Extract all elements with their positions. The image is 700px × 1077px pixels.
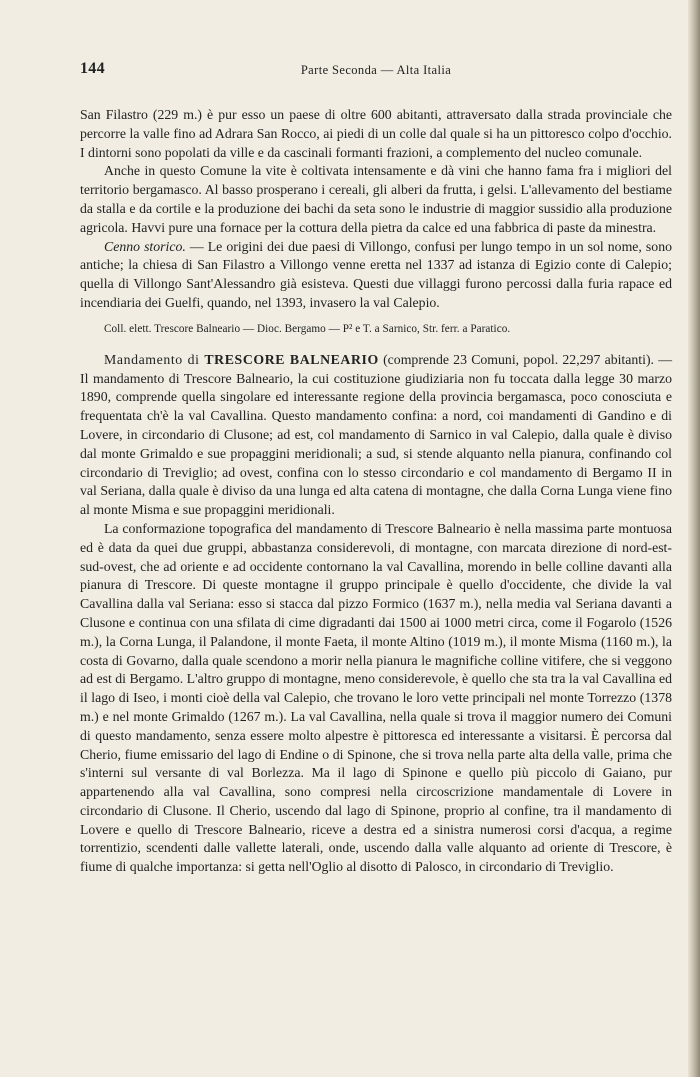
body-text [80, 106, 672, 877]
cenno-storico-text: — Le origini dei due paesi di Villongo, confusi per lungo tempo in un sol nome, sono antiche; la chiesa di San Filastro a Villongo venne eretta nel 1337 ad istanza di Egizio conte di Calepio; quella di Villongo Sant'Alessandro già esisteva. Questi due villaggi furono percossi dalla furia rapace ed incendiaria dei Guelfi, quando, nel 1393, invasero la val Calepio. [80, 238, 672, 310]
electoral-info-line: Coll. elett. Trescore Balneario — Dioc. Bergamo — P² e T. a Sarnico, Str. ferr. a Paratico. [104, 322, 511, 335]
mandamento-name: TRESCORE BALNEARIO [204, 351, 379, 367]
paragraph-san-filastro: San Filastro (229 m.) è pur esso un paese di oltre 600 abitanti, attraversato dalla strada provinciale che percorre la valle fino ad Adrara San Rocco, ai piedi di un colle dal quale si ha un pittoresco colpo d'occhio. I dintorni sono popolati da ville e da cascinali formanti frazioni, a complemento del nucleo comunale. [80, 107, 672, 160]
mandamento-text: (comprende 23 Comuni, popol. 22,297 abitanti). — Il mandamento di Trescore Balneario, la cui costituzione giudiziaria non fu toccata dalla legge 30 marzo 1890, comprende quella singolare ed interessante regione della provincia bergamasca, poco conosciuta e frequentata ch'è la val Cavallina. Questo mandamento confina: a nord, coi mandamenti di Gandino e di Lovere, in circondario di Clusone; ad est, col mandamento di Sarnico in val Calepio, dalla quale è diviso dal monte Grimaldo e sue propaggini meridionali; a sud, si stende alquanto nella pianura, confinando col circondario di Treviglio; ad ovest, confina con lo stesso circondario e col mandamento di Bergamo II in val Seriana, dalla quale è diviso da una lunga ed alta catena di montagne, che dalla Corna Lunga viene fino al monte Misma e sue propaggini meridionali. [80, 351, 673, 518]
page-header [80, 60, 672, 84]
page-edge-shadow [688, 0, 700, 1077]
cenno-storico-label: Cenno storico. [104, 238, 186, 254]
paragraph-agricoltura: Anche in questo Comune la vite è coltivata intensamente e dà vini che hanno fama fra i migliori del territorio bergamasco. Al basso prosperano i cereali, gli alberi da frutta, i gelsi. L'allevamento del bestiame da stalla e da cortile e la produzione dei bachi da seta sono le industrie di maggior sussidio alla produzione agricola. Havvi pure una fornace per la cottura della pietra da calce ed una fabbrica di paste da minestra. [80, 163, 672, 235]
page-number: 144 [80, 60, 105, 77]
paragraph-cenno-storico [80, 238, 672, 313]
paragraph-conformazione-topografica: La conformazione topografica del mandamento di Trescore Balneario è nella massima parte montuosa ed è data da quei due gruppi, abbastanza considerevoli, di montagne, con marcata direzione di nord-est-sud-ovest, che ad oriente e ad occidente contornano la val Cavallina, morendo in belle colline davanti alla pianura di Trescore. Di queste montagne il gruppo principale è quello d'occidente, che divide la val Cavallina dalla val Seriana: esso si stacca dal pizzo Formico (1637 m.), nella media val Seriana davanti a Clusone e continua con una sfilata di cime digradanti dai 1500 ai 1000 metri circa, come il Fogarolo (1526 m.), la Corna Lunga, il Palandone, il monte Faeta, il monte Altino (1019 m.), il monte Misma (1160 m.), la costa di Govarno, dalla quale scendono a morir nella pianura le magnifiche colline vitifere, che si veggono ad est di Bergamo. L'altro gruppo di montagne, meno considerevole, è quello che sta tra la val Cavallina ed il lago di Iseo, i monti cioè della val Calepio, che trovano le loro vette principali nel monte Torrezzo (1378 m.) e nel monte Grimaldo (1267 m.). La val Cavallina, nella quale si trova il maggior numero dei Comuni di questo mandamento, senza essere molto alpestre è pittoresca ed interessante a visitarsi. È percorsa dal Cherio, fiume emissario del lago di Endine o di Spinone, che si trova nella parte alta della valle, prima che s'interni sul versante di val Borlezza. Ma il lago di Spinone e quello più piccolo di Gaiano, pur appartenendo alla val Cavallina, sono compresi nella circoscrizione mandamentale di Lovere in circondario di Clusone. Il Cherio, uscendo dal lago di Spinone, proprio al confine, tra il mandamento di Lovere e quello di Trescore Balneario, riceve a destra ed a sinistra numerosi corsi d'acqua, a regime torrentizio, scendenti dalle vallette laterali, onde, uscendo dalla valle alquanto ad oriente di Trescore, è fiume di qualche importanza: si getta nell'Oglio al disotto di Palosco, in circondario di Treviglio. [80, 520, 672, 875]
mandamento-label: Mandamento di [104, 351, 205, 367]
running-title: Parte Seconda — Alta Italia [300, 63, 452, 77]
paragraph-mandamento-trescore [80, 351, 672, 520]
